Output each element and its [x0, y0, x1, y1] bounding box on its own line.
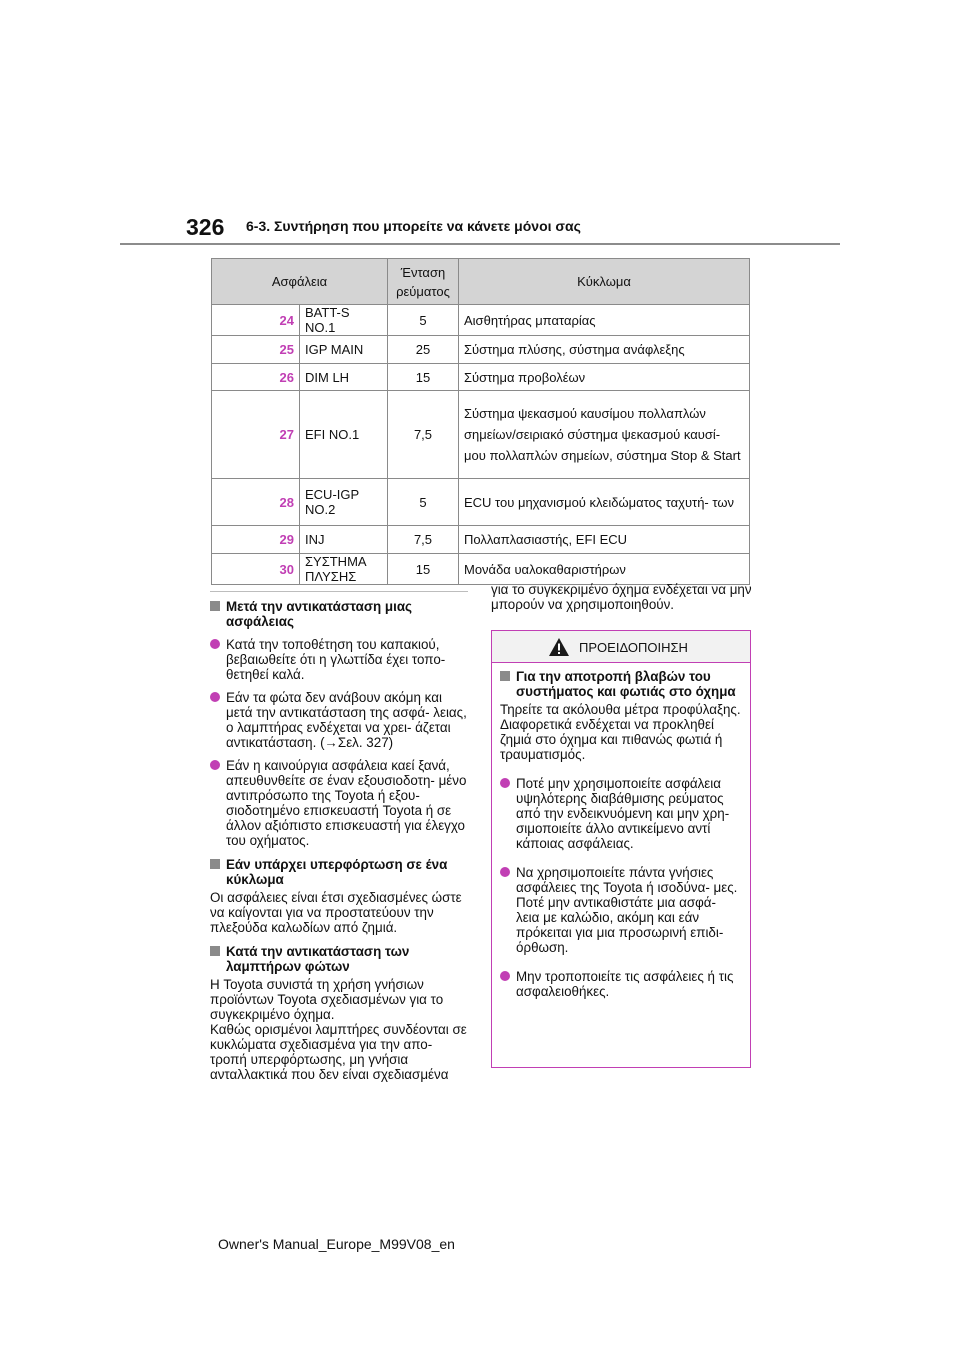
table-header-row: [212, 259, 750, 305]
section-title-bulb-replacement: Κατά την αντικατάσταση των λαμπτήρων φώτων: [210, 944, 472, 974]
fuse-amperage: 7,5: [388, 526, 459, 554]
paragraph: Ποτέ μην αντικαθιστάτε μια ασφά- λεια με καλώδιο, ακόμη και εάν πρόκειται για μια προσωρινή επιδι- όρθωση.: [516, 895, 724, 955]
section-title-after-replacement: Μετά την αντικατάσταση μιας ασφάλειας: [210, 599, 472, 629]
page-number: 326: [186, 214, 225, 240]
column-header-circuit: Κύκλωμα: [459, 259, 750, 305]
table-row: [212, 336, 750, 364]
warning-title: ΠΡΟΕΙΔΟΠΟΙΗΣΗ: [579, 640, 688, 655]
bullet-item: Να χρησιμοποιείτε πάντα γνήσιες ασφάλειες της Toyota ή ισοδύνα- μες.: [500, 865, 742, 895]
paragraph: Καθώς ορισμένοι λαμπτήρες συνδέονται σε κυκλώματα σχεδιασμένα για την απο- τροπή υπερφόρτωσης, μη γνήσια ανταλλακτικά που δεν είναι σχεδιασμένα: [210, 1022, 467, 1082]
fuse-amperage: 5: [388, 305, 459, 336]
table-row: [212, 526, 750, 554]
section-title-overload: Εάν υπάρχει υπερφόρτωση σε ένα κύκλωμα: [210, 857, 472, 887]
fuse-circuit: Αισθητήρας μπαταρίας: [459, 305, 750, 336]
fuse-name: ΣΥΣΤΗΜΑ ΠΛΥΣΗΣ: [300, 554, 388, 585]
fuse-circuit: Σύστημα πλύσης, σύστημα ανάφλεξης: [459, 336, 750, 364]
paragraph: Τηρείτε τα ακόλουθα μέτρα προφύλαξης.: [500, 702, 741, 717]
warning-header: [492, 631, 750, 663]
fuse-circuit: Πολλαπλασιαστής, EFI ECU: [459, 526, 750, 554]
fuse-amperage: 15: [388, 554, 459, 585]
footer-text: Owner's Manual_Europe_M99V08_en: [218, 1236, 455, 1252]
paragraph: Η Toyota συνιστά τη χρήση γνήσιων προϊόντων Toyota σχεδιασμένων για το συγκεκριμένο όχημα.: [210, 977, 444, 1022]
table-row: [212, 391, 750, 479]
fuse-amperage: 25: [388, 336, 459, 364]
fuse-circuit: Σύστημα προβολέων: [459, 364, 750, 391]
row-number: 28: [212, 479, 300, 526]
fuse-name: DIM LH: [300, 364, 388, 391]
fuse-amperage: 15: [388, 364, 459, 391]
bullet-item: Εάν τα φώτα δεν ανάβουν ακόμη και μετά την αντικατάσταση της ασφά- λειας, ο λαμπτήρας ενδέχεται να χρει- άζεται αντικατάσταση. (→Σελ. 327): [210, 690, 472, 750]
column-header-amperage: Ένταση ρεύματος: [388, 259, 459, 305]
table-row: [212, 364, 750, 391]
fuse-table: [211, 258, 750, 585]
warning-triangle-icon: [548, 637, 570, 657]
fuse-name: BATT-S NO.1: [300, 305, 388, 336]
warning-section-title: Για την αποτροπή βλαβών του συστήματος και φωτιάς στο όχημα: [500, 669, 742, 699]
fuse-amperage: 5: [388, 479, 459, 526]
warning-body: [492, 663, 750, 999]
fuse-name: EFI NO.1: [300, 391, 388, 479]
fuse-circuit: ECU του μηχανισμού κλειδώματος ταχυτή- των: [459, 479, 750, 526]
paragraph: Διαφορετικά ενδέχεται να προκληθεί ζημιά στο όχημα και πιθανώς φωτιά ή τραυματισμός.: [500, 717, 723, 762]
warning-box: [491, 630, 751, 1068]
column-header-fuse: Ασφάλεια: [212, 259, 388, 305]
paragraph: Οι ασφάλειες είναι έτσι σχεδιασμένες ώστε να καίγονται για να προστατεύουν την πλεξούδα καλωδίων από ζημιά.: [210, 890, 462, 935]
row-number: 26: [212, 364, 300, 391]
fuse-circuit: Σύστημα ψεκασμού καυσίμου πολλαπλών σημείων/σειριακό σύστημα ψεκασμού καυσί- μου πολλαπλών σημείων, σύστημα Stop & Start: [459, 391, 750, 479]
chapter-title: 6-3. Συντήρηση που μπορείτε να κάνετε μόνοι σας: [246, 218, 581, 234]
bullet-item: Κατά την τοποθέτηση του καπακιού, βεβαιωθείτε ότι η γλωττίδα έχει τοπο- θετηθεί καλά.: [210, 637, 472, 682]
table-row: [212, 554, 750, 585]
fuse-name: INJ: [300, 526, 388, 554]
left-column: [210, 590, 472, 1082]
table-row: [212, 479, 750, 526]
row-number: 25: [212, 336, 300, 364]
fuse-name: IGP MAIN: [300, 336, 388, 364]
header-divider: [120, 243, 840, 245]
fuse-circuit: Μονάδα υαλοκαθαριστήρων: [459, 554, 750, 585]
right-column-continuation: για το συγκεκριμένο όχημα ενδέχεται να μην μπορούν να χρησιμοποιηθούν.: [491, 582, 752, 612]
bullet-item: Εάν η καινούργια ασφάλεια καεί ξανά, απευθυνθείτε σε έναν εξουσιοδοτη- μένο αντιπρόσωπο της Toyota ή εξου- σιοδοτημένο επισκευαστή Toyota ή σε άλλον αξιόπιστο επισκευαστή για έλεγχο του οχήματος.: [210, 758, 472, 848]
fuse-name: ECU-IGP NO.2: [300, 479, 388, 526]
row-number: 29: [212, 526, 300, 554]
fuse-amperage: 7,5: [388, 391, 459, 479]
bullet-item: Ποτέ μην χρησιμοποιείτε ασφάλεια υψηλότερης διαβάθμισης ρεύματος από την ενδεικνυόμενη και μην χρη- σιμοποιείτε άλλο αντικείμενο αντί κάποιας ασφάλειας.: [500, 776, 742, 851]
row-number: 27: [212, 391, 300, 479]
row-number: 24: [212, 305, 300, 336]
table-row: [212, 305, 750, 336]
bullet-item: Μην τροποποιείτε τις ασφάλειες ή τις ασφαλειοθήκες.: [500, 969, 742, 999]
row-number: 30: [212, 554, 300, 585]
